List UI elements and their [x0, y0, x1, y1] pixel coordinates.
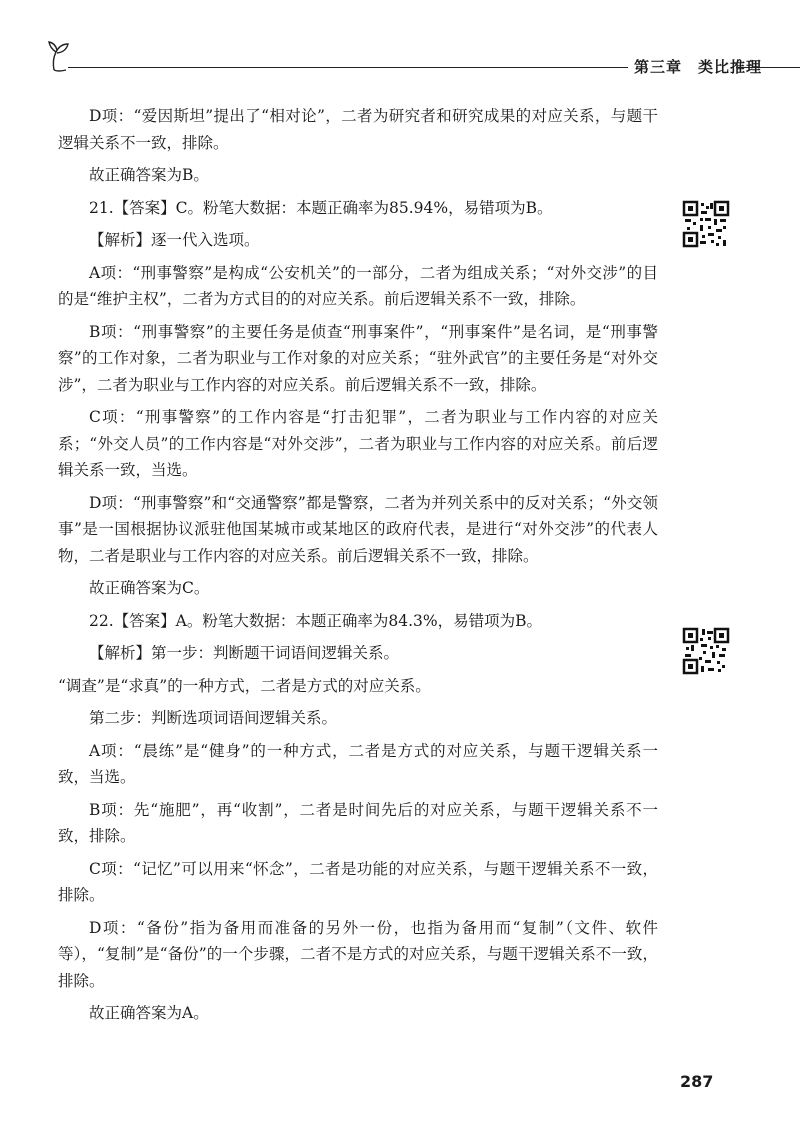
page-body — [58, 103, 658, 1033]
chapter-number: 第三章 — [634, 58, 683, 76]
qr-code-icon[interactable] — [682, 627, 730, 675]
paragraph: D项：“备份”指为备用而准备的另外一份，也指为备用而“复制”（文件、软件等），“复制”是“备份”的一个步骤，二者不是方式的对应关系，与题干逻辑关系不一致，排除。 — [58, 918, 658, 990]
paragraph: C项：“刑事警察”的工作内容是“打击犯罪”，二者为职业与工作内容的对应关系；“外交人员”的工作内容是“对外交涉”，二者为职业与工作内容的对应关系。前后逻辑关系一致，当选。 — [58, 408, 658, 479]
paragraph: 故正确答案为C。 — [89, 579, 210, 597]
page-header — [48, 40, 800, 80]
paragraph: D项：“爱因斯坦”提出了“相对论”，二者为研究者和研究成果的对应关系，与题干逻辑关系不一致，排除。 — [58, 107, 658, 152]
header-rule-right — [736, 67, 800, 68]
analysis-21: 【解析】逐一代入选项。 — [89, 231, 260, 249]
paragraph: “调查”是“求真”的一种方式，二者是方式的对应关系。 — [58, 676, 431, 695]
qr-code-icon[interactable] — [682, 200, 730, 248]
paragraph: B项：“刑事警察”的主要任务是侦查“刑事案件”，“刑事案件”是名词，是“刑事警察”的工作对象，二者为职业与工作对象的对应关系；“驻外武官”的主要任务是“对外交涉”，二者为职业与工作内容的对应关系。前后逻辑关系不一致，排除。 — [58, 322, 658, 394]
paragraph: 故正确答案为A。 — [89, 1004, 209, 1022]
sprout-icon — [48, 40, 76, 74]
paragraph: A项：“刑事警察”是构成“公安机关”的一部分，二者为组成关系；“对外交涉”的目的是“维护主权”，二者为方式目的的对应关系。前后逻辑关系不一致，排除。 — [58, 263, 658, 308]
paragraph: B项：先“施肥”，再“收割”，二者是时间先后的对应关系，与题干逻辑关系不一致，排除。 — [58, 800, 658, 845]
chapter-title: 类比推理 — [698, 58, 763, 76]
paragraph: 第二步：判断选项词语间逻辑关系。 — [89, 709, 338, 727]
analysis-22: 【解析】第一步：判断题干词语间逻辑关系。 — [89, 644, 400, 662]
paragraph: D项：“刑事警察”和“交通警察”都是警察，二者为并列关系中的反对关系；“外交领事”是一国根据协议派驻他国某城市或某地区的政府代表，是进行“对外交涉”的代表人物，二者是职业与工作内容的对应关系。前后逻辑关系不一致，排除。 — [58, 493, 658, 565]
paragraph: A项：“晨练”是“健身”的一种方式，二者是方式的对应关系，与题干逻辑关系一致，当选。 — [58, 741, 658, 786]
paragraph: C项：“记忆”可以用来“怀念”，二者是功能的对应关系，与题干逻辑关系不一致，排除。 — [58, 859, 658, 904]
answer-22: 22.【答案】A。粉笔大数据：本题正确率为84.3%，易错项为B。 — [89, 611, 542, 630]
header-rule-left — [68, 67, 628, 68]
answer-21: 21.【答案】C。粉笔大数据：本题正确率为85.94%，易错项为B。 — [89, 198, 553, 217]
paragraph: 故正确答案为B。 — [89, 166, 209, 184]
page-number: 287 — [680, 1072, 714, 1091]
